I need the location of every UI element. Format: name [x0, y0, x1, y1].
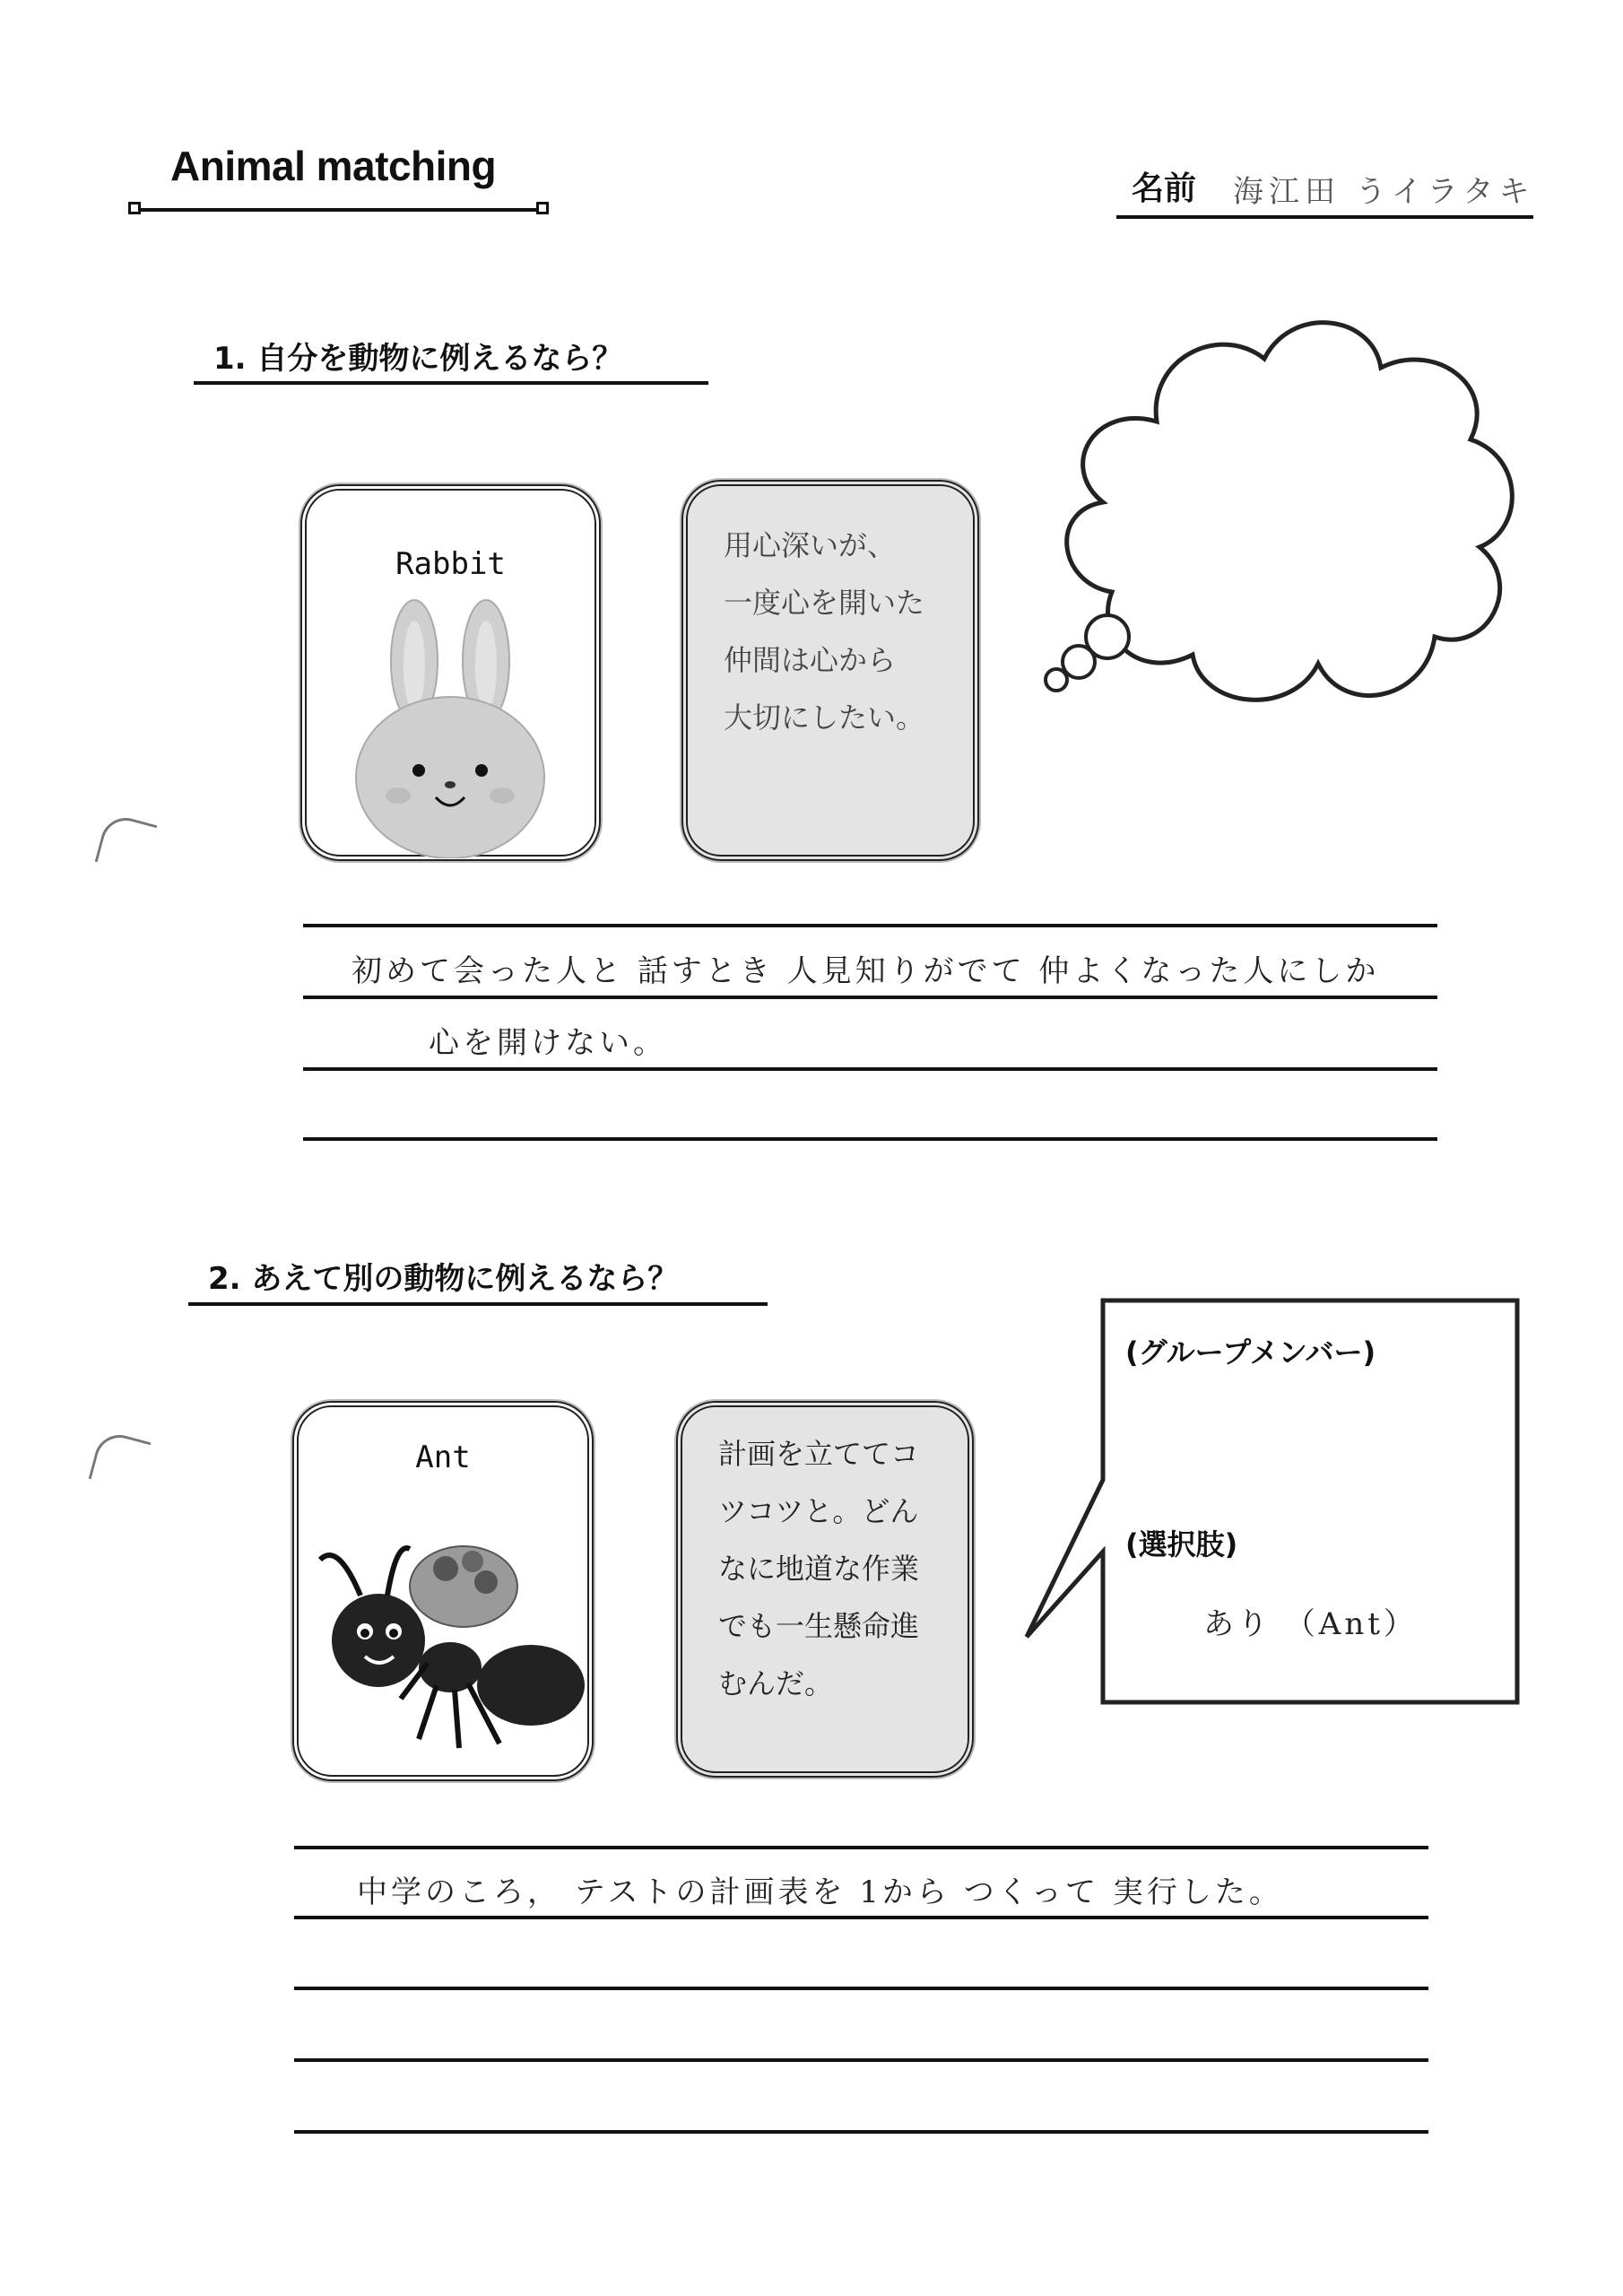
ant-description: 計画を立ててコ ツコツと。どん なに地道な作業 でも一生懸命進 むんだ。 [718, 1437, 920, 1700]
ant-illustration [311, 1506, 589, 1766]
choice-label: (選択肢) [1125, 1527, 1238, 1561]
answer-1-line-1: 初めて会った人と 話すとき 人見知りがでて 仲よくなった人にしか [352, 953, 1380, 989]
animal-card-name: Ant [415, 1439, 471, 1475]
question-1-underline [194, 381, 708, 385]
answer-2-line-1: 中学のころ， テストの計画表を 1から つくって 実行した。 [357, 1874, 1283, 1910]
group-members-label: (グループメンバー) [1125, 1335, 1376, 1370]
answer-line [294, 2130, 1428, 2134]
question-2-underline [188, 1302, 768, 1306]
punch-hole-mark [95, 813, 158, 875]
question-1-title: 1. 自分を動物に例えるなら？ [213, 341, 623, 377]
answer-line [303, 924, 1437, 927]
answer-line [294, 1987, 1428, 1990]
rabbit-illustration [343, 598, 567, 858]
punch-hole-mark [89, 1430, 152, 1492]
title-underline [135, 208, 547, 212]
answer-1-line-2: 心を開けない。 [429, 1025, 667, 1061]
worksheet-title: Animal matching [170, 143, 497, 189]
answer-line [294, 2058, 1428, 2062]
animal-card-rabbit [300, 484, 601, 861]
description-card-rabbit [681, 480, 979, 861]
answer-line [303, 1137, 1437, 1141]
question-2-title: 2. あえて別の動物に例えるなら？ [208, 1261, 679, 1297]
animal-card-ant [292, 1401, 594, 1781]
thought-cloud [1022, 305, 1533, 735]
name-handwritten: 海江田 うイラタキ [1233, 174, 1535, 210]
title-underline-end-left [128, 202, 141, 214]
name-label: 名前 [1132, 170, 1197, 207]
description-card-ant [676, 1401, 974, 1778]
animal-card-name: Rabbit [395, 546, 506, 582]
answer-line [294, 1916, 1428, 1919]
name-underline [1116, 215, 1533, 219]
answer-line [294, 1846, 1428, 1849]
rabbit-description: 用心深いが、 一度心を開いた 仲間は心から 大切にしたい。 [724, 528, 925, 735]
answer-line [303, 996, 1437, 999]
answer-line [303, 1067, 1437, 1071]
title-underline-end-right [536, 202, 549, 214]
choice-value-handwritten: あり （Ant） [1203, 1606, 1418, 1642]
